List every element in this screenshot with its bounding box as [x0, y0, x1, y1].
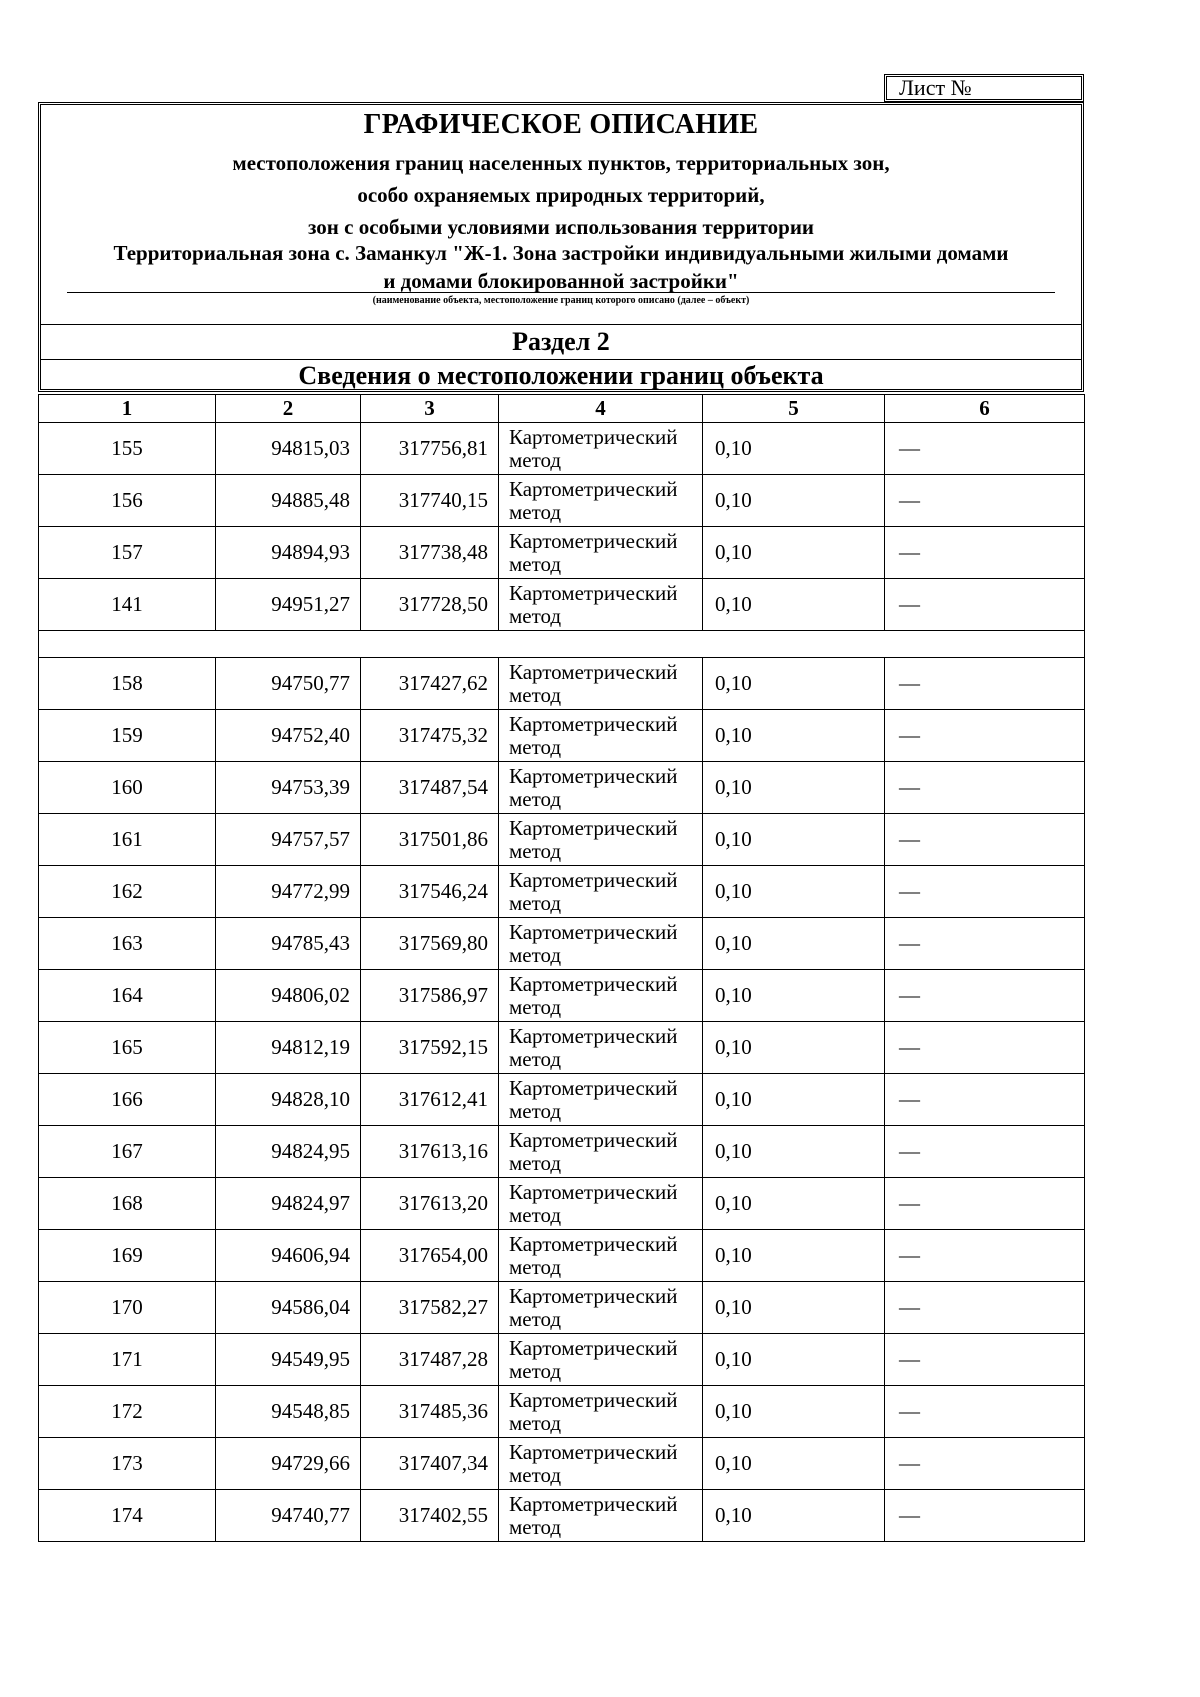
precision-value: 0,10: [703, 814, 885, 866]
method-cell: [499, 1230, 703, 1282]
table-row: [39, 710, 1085, 762]
table-row: [39, 475, 1085, 527]
point-number: 162: [39, 866, 216, 918]
precision-value: 0,10: [703, 1438, 885, 1490]
coordinate-y: 317427,62: [361, 658, 499, 710]
description-value: —: [885, 1022, 1085, 1074]
subtitle-line: зон с особыми условиями использования территории: [307, 215, 815, 239]
coordinate-y: 317740,15: [361, 475, 499, 527]
description-value: —: [885, 918, 1085, 970]
coordinate-x: 94772,99: [216, 866, 361, 918]
coordinate-x: 94785,43: [216, 918, 361, 970]
method-line: метод: [509, 994, 562, 1019]
precision-value: 0,10: [703, 1126, 885, 1178]
description-value: —: [885, 970, 1085, 1022]
method-line: Картометрический: [509, 1075, 678, 1100]
method-line: Картометрический: [509, 1283, 678, 1308]
contour-separator-row: [39, 631, 1085, 658]
coordinate-x: 94606,94: [216, 1230, 361, 1282]
method-line: метод: [509, 1462, 562, 1487]
method-line: метод: [509, 1098, 562, 1123]
method-line: метод: [509, 890, 562, 915]
coordinate-y: 317613,20: [361, 1178, 499, 1230]
method-cell: [499, 1074, 703, 1126]
method-cell: [499, 1282, 703, 1334]
precision-value: 0,10: [703, 1386, 885, 1438]
coordinate-x: 94750,77: [216, 658, 361, 710]
table-row: [39, 1178, 1085, 1230]
method-line: метод: [509, 1358, 562, 1383]
coordinate-x: 94894,93: [216, 527, 361, 579]
method-line: Картометрический: [509, 815, 678, 840]
method-line: Картометрический: [509, 971, 678, 996]
document-header: [38, 102, 1084, 392]
table-row: [39, 918, 1085, 970]
method-cell: [499, 1386, 703, 1438]
precision-value: 0,10: [703, 1334, 885, 1386]
object-name: [41, 239, 1081, 295]
column-header-row: [39, 395, 1085, 423]
coordinate-x: 94752,40: [216, 710, 361, 762]
point-number: 156: [39, 475, 216, 527]
column-header: 3: [361, 395, 499, 423]
method-line: Картометрический: [509, 711, 678, 736]
coordinate-y: 317612,41: [361, 1074, 499, 1126]
coordinates-table: [38, 394, 1085, 1542]
precision-value: 0,10: [703, 527, 885, 579]
point-number: 161: [39, 814, 216, 866]
point-number: 160: [39, 762, 216, 814]
method-line: метод: [509, 942, 562, 967]
column-header: 4: [499, 395, 703, 423]
method-cell: [499, 918, 703, 970]
method-cell: [499, 1178, 703, 1230]
method-line: метод: [509, 1202, 562, 1227]
object-name-line: Территориальная зона с. Заманкул "Ж-1. Зона застройки индивидуальными жилыми домами: [113, 241, 1009, 265]
coordinate-x: 94729,66: [216, 1438, 361, 1490]
point-number: 173: [39, 1438, 216, 1490]
description-value: —: [885, 579, 1085, 631]
coordinate-y: 317728,50: [361, 579, 499, 631]
column-header: 6: [885, 395, 1085, 423]
table-row: [39, 579, 1085, 631]
precision-value: 0,10: [703, 1022, 885, 1074]
method-line: Картометрический: [509, 476, 678, 501]
point-number: 164: [39, 970, 216, 1022]
method-line: метод: [509, 1306, 562, 1331]
coordinate-y: 317487,54: [361, 762, 499, 814]
method-line: Картометрический: [509, 867, 678, 892]
point-number: 155: [39, 423, 216, 475]
method-cell: [499, 970, 703, 1022]
point-number: 172: [39, 1386, 216, 1438]
point-number: 167: [39, 1126, 216, 1178]
table-row: [39, 1386, 1085, 1438]
precision-value: 0,10: [703, 970, 885, 1022]
method-cell: [499, 1334, 703, 1386]
method-cell: [499, 658, 703, 710]
coordinate-y: 317756,81: [361, 423, 499, 475]
description-value: —: [885, 1386, 1085, 1438]
description-value: —: [885, 814, 1085, 866]
coordinate-x: 94812,19: [216, 1022, 361, 1074]
method-line: метод: [509, 1046, 562, 1071]
method-line: метод: [509, 499, 562, 524]
coordinate-y: 317407,34: [361, 1438, 499, 1490]
method-cell: [499, 1438, 703, 1490]
method-cell: [499, 1490, 703, 1542]
method-line: метод: [509, 1150, 562, 1175]
table-row: [39, 1230, 1085, 1282]
coordinate-y: 317613,16: [361, 1126, 499, 1178]
coordinate-y: 317501,86: [361, 814, 499, 866]
coordinate-x: 94549,95: [216, 1334, 361, 1386]
method-cell: [499, 1126, 703, 1178]
method-line: Картометрический: [509, 580, 678, 605]
sheet-number-box: [884, 74, 1084, 102]
document-subtitle: [41, 147, 1081, 243]
point-number: 168: [39, 1178, 216, 1230]
description-value: —: [885, 1230, 1085, 1282]
object-name-line: и домами блокированной застройки": [383, 269, 739, 293]
coordinate-y: 317546,24: [361, 866, 499, 918]
point-number: 169: [39, 1230, 216, 1282]
coordinate-x: 94885,48: [216, 475, 361, 527]
description-value: —: [885, 1282, 1085, 1334]
coordinate-y: 317586,97: [361, 970, 499, 1022]
table-row: [39, 814, 1085, 866]
point-number: 159: [39, 710, 216, 762]
point-number: 174: [39, 1490, 216, 1542]
description-value: —: [885, 1334, 1085, 1386]
description-value: —: [885, 1438, 1085, 1490]
point-number: 171: [39, 1334, 216, 1386]
method-cell: [499, 814, 703, 866]
description-value: —: [885, 475, 1085, 527]
method-line: Картометрический: [509, 1127, 678, 1152]
precision-value: 0,10: [703, 918, 885, 970]
method-line: Картометрический: [509, 528, 678, 553]
point-number: 141: [39, 579, 216, 631]
precision-value: 0,10: [703, 658, 885, 710]
coordinate-x: 94824,95: [216, 1126, 361, 1178]
method-cell: [499, 710, 703, 762]
method-line: Картометрический: [509, 763, 678, 788]
method-line: метод: [509, 1410, 562, 1435]
table-row: [39, 423, 1085, 475]
method-line: метод: [509, 603, 562, 628]
method-line: Картометрический: [509, 1023, 678, 1048]
precision-value: 0,10: [703, 710, 885, 762]
method-cell: [499, 762, 703, 814]
coordinate-y: 317592,15: [361, 1022, 499, 1074]
header-divider: [41, 359, 1081, 360]
coordinate-x: 94740,77: [216, 1490, 361, 1542]
column-header: 1: [39, 395, 216, 423]
method-cell: [499, 527, 703, 579]
section-subtitle: Сведения о местоположении границ объекта: [298, 361, 824, 390]
coordinate-x: 94951,27: [216, 579, 361, 631]
table-row: [39, 1438, 1085, 1490]
table-row: [39, 1126, 1085, 1178]
coordinate-y: 317654,00: [361, 1230, 499, 1282]
coordinate-x: 94806,02: [216, 970, 361, 1022]
subtitle-line: местоположения границ населенных пунктов, территориальных зон,: [232, 151, 890, 175]
method-line: Картометрический: [509, 919, 678, 944]
method-line: метод: [509, 1514, 562, 1539]
method-cell: [499, 1022, 703, 1074]
object-underline: [67, 292, 1055, 293]
description-value: —: [885, 1126, 1085, 1178]
coordinate-y: 317738,48: [361, 527, 499, 579]
object-caption: (наименование объекта, местоположение границ которого описано (далее – объект): [372, 295, 750, 306]
method-line: метод: [509, 551, 562, 576]
method-line: метод: [509, 447, 562, 472]
method-line: метод: [509, 786, 562, 811]
method-line: Картометрический: [509, 424, 678, 449]
header-divider: [41, 324, 1081, 325]
table-row: [39, 1334, 1085, 1386]
coordinate-x: 94824,97: [216, 1178, 361, 1230]
point-number: 170: [39, 1282, 216, 1334]
table-row: [39, 1282, 1085, 1334]
table-row: [39, 658, 1085, 710]
section-title: Раздел 2: [512, 327, 610, 356]
document-title: ГРАФИЧЕСКОЕ ОПИСАНИЕ: [363, 109, 759, 140]
coordinate-x: 94815,03: [216, 423, 361, 475]
coordinate-x: 94753,39: [216, 762, 361, 814]
method-line: Картометрический: [509, 1491, 678, 1516]
method-line: метод: [509, 1254, 562, 1279]
coordinate-y: 317487,28: [361, 1334, 499, 1386]
method-line: Картометрический: [509, 1179, 678, 1204]
precision-value: 0,10: [703, 1282, 885, 1334]
method-cell: [499, 579, 703, 631]
coordinate-x: 94586,04: [216, 1282, 361, 1334]
precision-value: 0,10: [703, 1490, 885, 1542]
coordinate-y: 317582,27: [361, 1282, 499, 1334]
point-number: 166: [39, 1074, 216, 1126]
method-cell: [499, 423, 703, 475]
coordinate-x: 94757,57: [216, 814, 361, 866]
method-line: Картометрический: [509, 1387, 678, 1412]
precision-value: 0,10: [703, 579, 885, 631]
precision-value: 0,10: [703, 423, 885, 475]
column-header: 2: [216, 395, 361, 423]
method-line: Картометрический: [509, 659, 678, 684]
table-row: [39, 762, 1085, 814]
method-line: метод: [509, 682, 562, 707]
table-row: [39, 1490, 1085, 1542]
description-value: —: [885, 527, 1085, 579]
coordinate-y: 317569,80: [361, 918, 499, 970]
description-value: —: [885, 658, 1085, 710]
description-value: —: [885, 423, 1085, 475]
method-cell: [499, 475, 703, 527]
description-value: —: [885, 1490, 1085, 1542]
point-number: 158: [39, 658, 216, 710]
method-line: метод: [509, 838, 562, 863]
coordinate-y: 317402,55: [361, 1490, 499, 1542]
point-number: 163: [39, 918, 216, 970]
coordinate-y: 317475,32: [361, 710, 499, 762]
table-row: [39, 527, 1085, 579]
table-row: [39, 1074, 1085, 1126]
subtitle-line: особо охраняемых природных территорий,: [357, 183, 765, 207]
description-value: —: [885, 866, 1085, 918]
table-row: [39, 866, 1085, 918]
table-row: [39, 970, 1085, 1022]
description-value: —: [885, 710, 1085, 762]
precision-value: 0,10: [703, 1230, 885, 1282]
method-cell: [499, 866, 703, 918]
precision-value: 0,10: [703, 762, 885, 814]
coordinate-y: 317485,36: [361, 1386, 499, 1438]
table-row: [39, 1022, 1085, 1074]
precision-value: 0,10: [703, 1178, 885, 1230]
description-value: —: [885, 762, 1085, 814]
method-line: метод: [509, 734, 562, 759]
precision-value: 0,10: [703, 475, 885, 527]
description-value: —: [885, 1074, 1085, 1126]
coordinate-x: 94548,85: [216, 1386, 361, 1438]
sheet-number-label: Лист №: [899, 75, 972, 100]
precision-value: 0,10: [703, 1074, 885, 1126]
precision-value: 0,10: [703, 866, 885, 918]
method-line: Картометрический: [509, 1231, 678, 1256]
description-value: —: [885, 1178, 1085, 1230]
method-line: Картометрический: [509, 1335, 678, 1360]
point-number: 165: [39, 1022, 216, 1074]
coordinate-x: 94828,10: [216, 1074, 361, 1126]
column-header: 5: [703, 395, 885, 423]
contour-separator: [39, 631, 1085, 658]
point-number: 157: [39, 527, 216, 579]
method-line: Картометрический: [509, 1439, 678, 1464]
